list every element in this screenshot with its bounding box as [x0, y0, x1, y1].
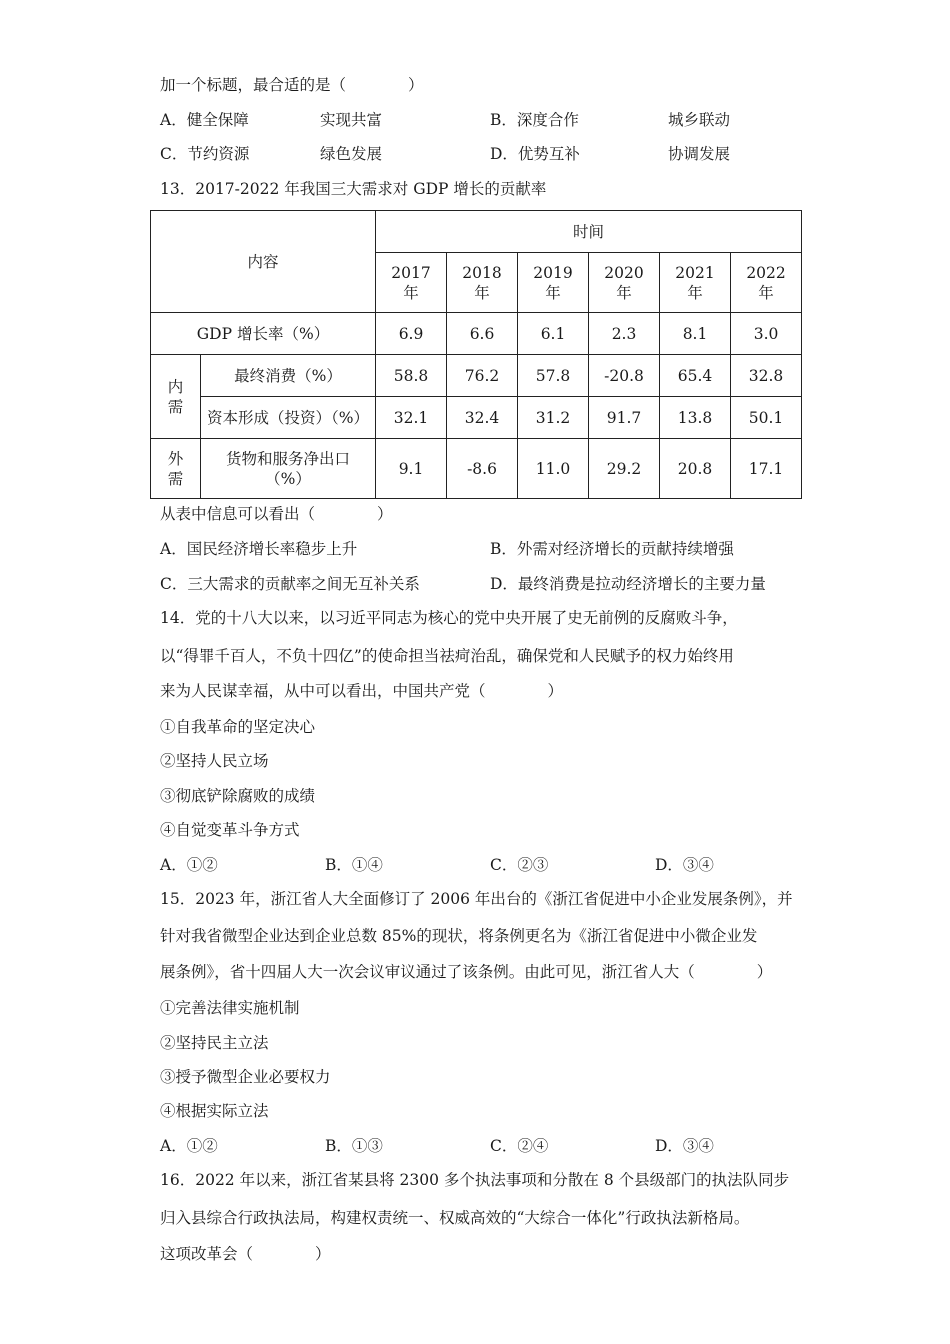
q12-option-b-extra: 城乡联动 [668, 111, 731, 129]
table-cell: 32.1 [376, 397, 447, 439]
q14-text-line: 14．党的十八大以来，以习近平同志为核心的党中央开展了史无前例的反腐败斗争， [160, 609, 738, 627]
table-cell: -20.8 [589, 355, 660, 397]
q14-option-c[interactable]: C．②③ [490, 856, 549, 874]
row-label: 货物和服务净出口 （%） [201, 439, 376, 499]
year-header: 2019 年 [518, 253, 589, 313]
table-cell: 50.1 [731, 397, 802, 439]
q13-question: 从表中信息可以看出（ ） [160, 505, 393, 523]
q15-option-c[interactable]: C．②④ [490, 1137, 549, 1155]
table-cell: 8.1 [660, 313, 731, 355]
table-cell: 11.0 [518, 439, 589, 499]
q12-option-b[interactable]: B．深度合作 [490, 111, 579, 129]
q14-option-d[interactable]: D．③④ [655, 856, 714, 874]
table-cell: 65.4 [660, 355, 731, 397]
q14-text-line: 以“得罪千百人，不负十四亿”的使命担当祛疴治乱，确保党和人民赋予的权力始终用 [160, 647, 734, 665]
year-header: 2017 年 [376, 253, 447, 313]
q14-item: ④自觉变革斗争方式 [160, 821, 300, 839]
q12-option-a[interactable]: A．健全保障 [160, 111, 249, 129]
row-label: 最终消费（%） [201, 355, 376, 397]
q13-option-c[interactable]: C．三大需求的贡献率之间无互补关系 [160, 575, 420, 593]
q14-option-a[interactable]: A．①② [160, 856, 218, 874]
table-cell: 20.8 [660, 439, 731, 499]
q15-text-line: 15．2023 年，浙江省人大全面修订了 2006 年出台的《浙江省促进中小企业发展条例》，并 [160, 890, 793, 908]
table-cell: -8.6 [447, 439, 518, 499]
table-cell: 6.1 [518, 313, 589, 355]
table-cell: 57.8 [518, 355, 589, 397]
q14-text-line: 来为人民谋幸福，从中可以看出，中国共产党（ ） [160, 682, 564, 700]
table-cell: 76.2 [447, 355, 518, 397]
gdp-contribution-table [150, 210, 802, 499]
q16-text-line: 这项改革会（ ） [160, 1245, 331, 1263]
year-header: 2020 年 [589, 253, 660, 313]
table-cell: 58.8 [376, 355, 447, 397]
content-header: 内容 [151, 211, 376, 313]
year-header: 2018 年 [447, 253, 518, 313]
row-label: 资本形成（投资）（%） [201, 397, 376, 439]
q15-text-line: 针对我省微型企业达到企业总数 85%的现状，将条例更名为《浙江省促进中小微企业发 [160, 927, 758, 945]
q14-item: ②坚持人民立场 [160, 752, 269, 770]
q15-option-a[interactable]: A．①② [160, 1137, 218, 1155]
q15-option-b[interactable]: B．①③ [325, 1137, 383, 1155]
q13-title: 13．2017-2022 年我国三大需求对 GDP 增长的贡献率 [160, 180, 547, 198]
q15-item: ④根据实际立法 [160, 1102, 269, 1120]
group-label-outer: 外需 [151, 439, 201, 499]
q13-option-d[interactable]: D．最终消费是拉动经济增长的主要力量 [490, 575, 766, 593]
q15-item: ②坚持民主立法 [160, 1034, 269, 1052]
table-cell: 91.7 [589, 397, 660, 439]
q12-option-c[interactable]: C．节约资源 [160, 145, 250, 163]
table-cell: 29.2 [589, 439, 660, 499]
table-cell: 17.1 [731, 439, 802, 499]
q12-option-c-extra: 绿色发展 [320, 145, 383, 163]
table-cell: 32.8 [731, 355, 802, 397]
q13-option-a[interactable]: A．国民经济增长率稳步上升 [160, 540, 358, 558]
q14-item: ③彻底铲除腐败的成绩 [160, 787, 316, 805]
q15-option-d[interactable]: D．③④ [655, 1137, 714, 1155]
table-row-investment [151, 397, 802, 439]
q14-item: ①自我革命的坚定决心 [160, 718, 316, 736]
table-cell: 3.0 [731, 313, 802, 355]
table-cell: 13.8 [660, 397, 731, 439]
table-row-gdp [151, 313, 802, 355]
q16-text-line: 16．2022 年以来，浙江省某县将 2300 多个执法事项和分散在 8 个县级部门的执法队同步 [160, 1171, 790, 1189]
table-cell: 32.4 [447, 397, 518, 439]
q15-item: ①完善法律实施机制 [160, 999, 300, 1017]
q16-text-line: 归入县综合行政执法局，构建权责统一、权威高效的“大综合一体化”行政执法新格局。 [160, 1209, 750, 1227]
year-header: 2022 年 [731, 253, 802, 313]
table-row-consumption [151, 355, 802, 397]
q12-option-d-extra: 协调发展 [668, 145, 731, 163]
table-cell: 9.1 [376, 439, 447, 499]
q14-option-b[interactable]: B．①④ [325, 856, 383, 874]
table-row-export [151, 439, 802, 499]
year-header: 2021 年 [660, 253, 731, 313]
q12-text: 加一个标题，最合适的是（ ） [160, 76, 424, 94]
group-label-inner: 内需 [151, 355, 201, 439]
q12-option-d[interactable]: D．优势互补 [490, 145, 580, 163]
q15-item: ③授予微型企业必要权力 [160, 1068, 331, 1086]
table-cell: 6.6 [447, 313, 518, 355]
table-cell: 2.3 [589, 313, 660, 355]
row-label: GDP 增长率（%） [151, 313, 376, 355]
table-cell: 31.2 [518, 397, 589, 439]
time-header: 时间 [376, 211, 802, 253]
q15-text-line: 展条例》，省十四届人大一次会议审议通过了该条例。由此可见，浙江省人大（ ） [160, 963, 773, 981]
q12-option-a-extra: 实现共富 [320, 111, 383, 129]
table-cell: 6.9 [376, 313, 447, 355]
q13-option-b[interactable]: B．外需对经济增长的贡献持续增强 [490, 540, 734, 558]
